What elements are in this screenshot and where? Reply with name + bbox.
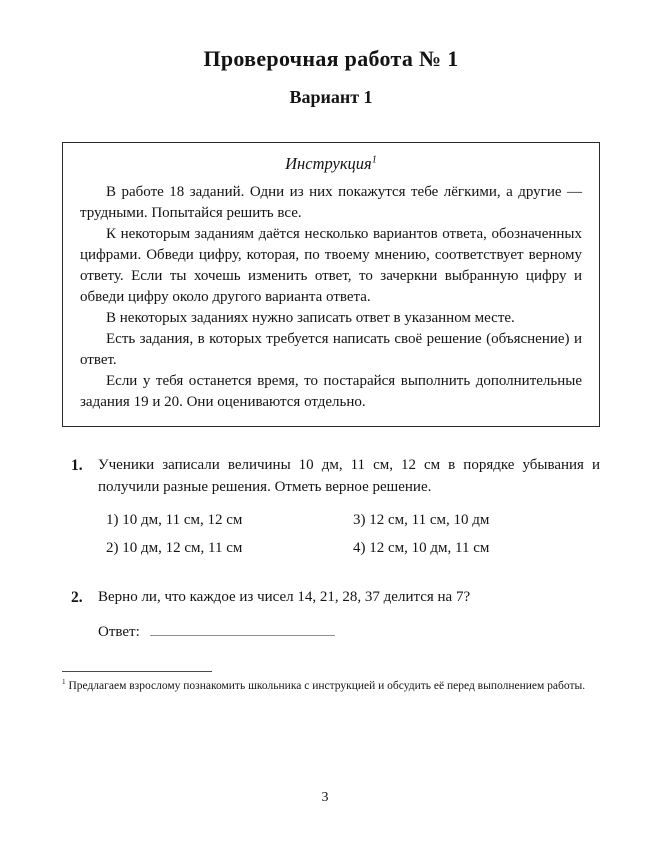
problem-1-text: Ученики записали величины 10 дм, 11 см, 12 см в порядке убывания и получили разные решения. Отметь верное решение. (98, 457, 600, 495)
footnote (62, 671, 600, 695)
instruction-paragraph-3: В некоторых заданиях нужно записать ответ в указанном месте. (106, 310, 515, 326)
footnote-mark: 1 (62, 678, 66, 687)
instruction-heading-text: Инструкция (285, 154, 372, 173)
instruction-paragraph-4: Есть задания, в которых требуется написать своё решение (объяснение) и ответ. (80, 331, 582, 368)
footnote-text: Предлагаем взрослому познакомить школьника с инструкцией и обсудить её перед выполнением работы. (68, 680, 586, 693)
problem-1 (62, 455, 600, 559)
footnote-text-block (62, 678, 600, 695)
instruction-paragraph-2: К некоторым заданиям даётся несколько вариантов ответа, обозначенных цифрами. Обведи цифру, которая, по твоему мнению, соответствует верному ответу. Если ты хочешь изменить ответ, то зачеркни выбранную цифру и обведи цифру около другого варианта ответа. (80, 226, 582, 305)
problem-1-number: 1. (71, 457, 83, 474)
instruction-heading (80, 154, 582, 174)
variant-subtitle: Вариант 1 (289, 87, 373, 107)
option-1: 1) 10 дм, 11 см, 12 см (106, 511, 243, 528)
instruction-footnote-mark: 1 (371, 154, 377, 166)
option-3: 3) 12 см, 11 см, 10 дм (353, 511, 490, 528)
problem-1-options (98, 510, 600, 559)
problem-2 (62, 587, 600, 642)
problems-section (62, 455, 600, 641)
answer-label: Ответ: (98, 624, 140, 641)
instruction-paragraph-1: В работе 18 заданий. Одни из них покажутся тебе лёгкими, а другие — трудными. Попытайся решить все. (80, 184, 582, 221)
option-2: 2) 10 дм, 12 см, 11 см (106, 539, 243, 556)
instruction-box (62, 142, 600, 427)
answer-blank-line (150, 622, 335, 636)
instruction-paragraph-5: Если у тебя останется время, то постарайся выполнить дополнительные задания 19 и 20. Они оцениваются отдельно. (80, 373, 582, 410)
option-4: 4) 12 см, 10 дм, 11 см (353, 539, 490, 556)
problem-2-number: 2. (71, 588, 83, 606)
page-number: 3 (321, 790, 329, 805)
problem-1-body (98, 455, 600, 559)
problem-2-body (98, 587, 600, 642)
page-title: Проверочная работа № 1 (203, 46, 459, 71)
answer-row (98, 622, 600, 641)
footnote-divider (62, 671, 212, 672)
problem-2-text: Верно ли, что каждое из чисел 14, 21, 28, 37 делится на 7? (98, 588, 471, 605)
